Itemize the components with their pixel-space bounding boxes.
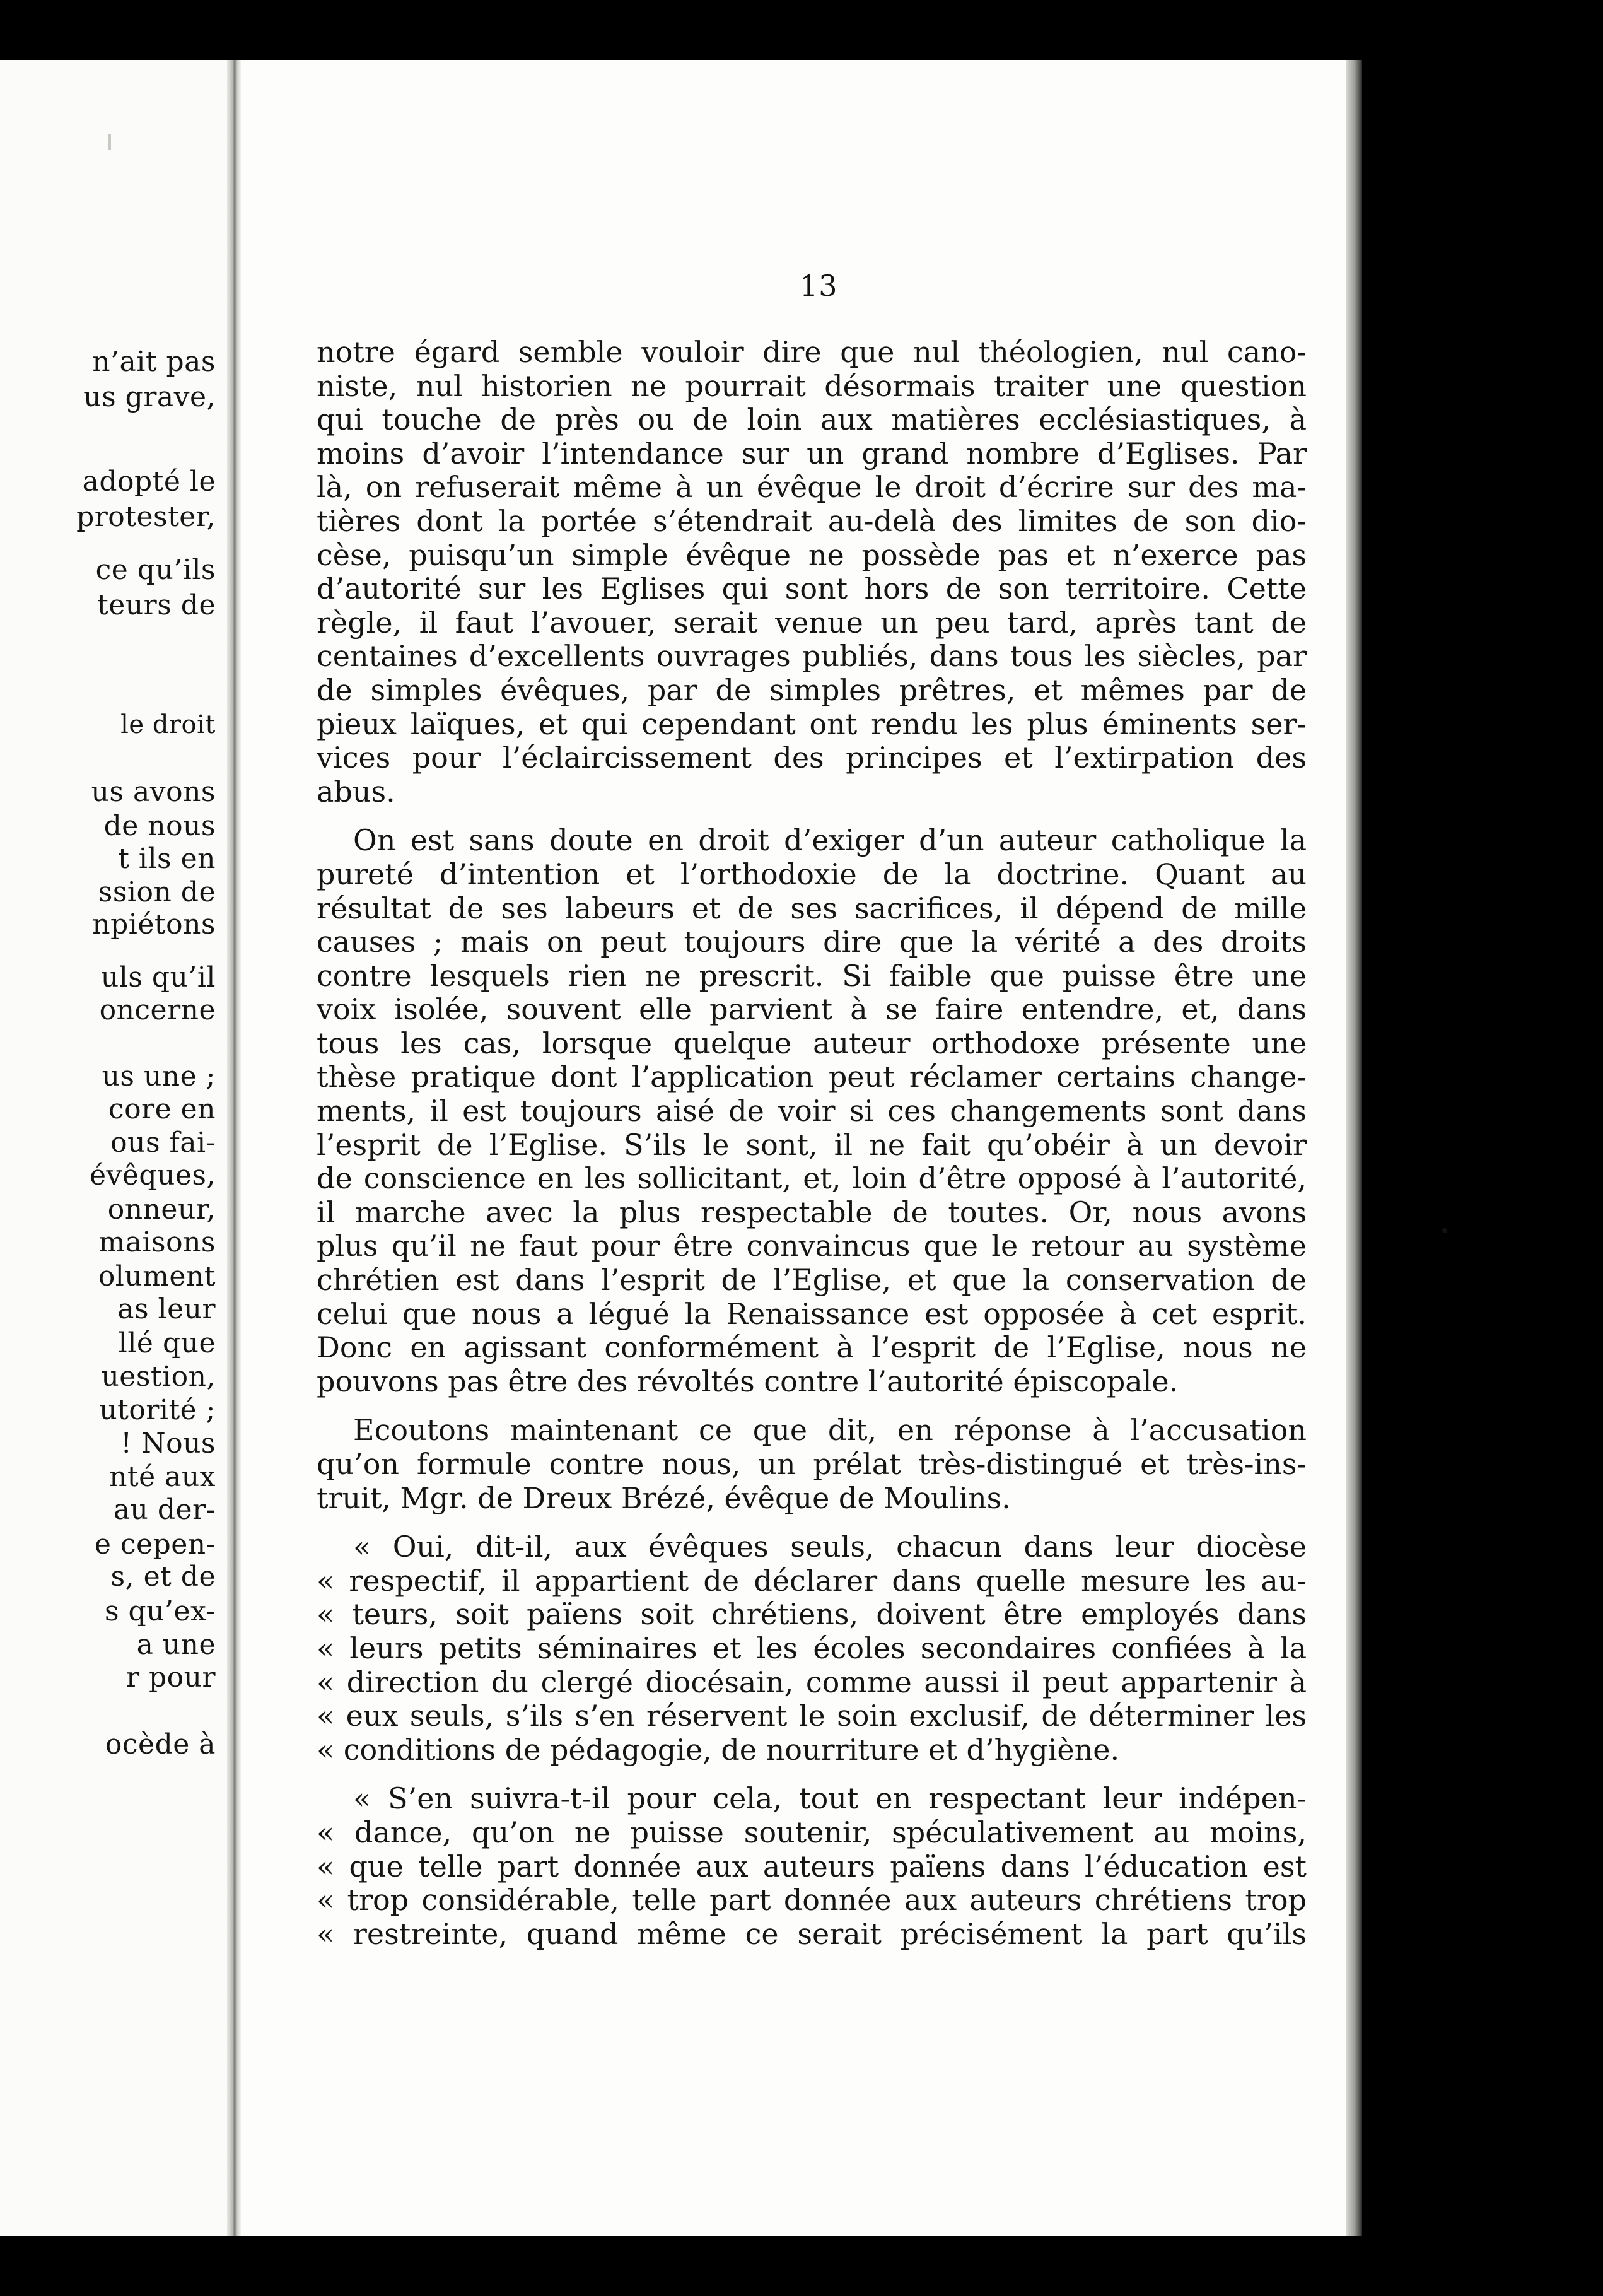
left-page-line: ssion de	[98, 876, 216, 908]
left-page-line: us une ;	[102, 1060, 216, 1092]
text-line: vices pour l’éclaircissement des principes et l’extirpation des	[317, 741, 1307, 775]
paragraph	[317, 1414, 1307, 1515]
left-page-line: us grave,	[83, 381, 216, 413]
text-line: « dance, qu’on ne puisse soutenir, spéculativement au moins,	[317, 1815, 1307, 1849]
left-page-line: adopté le	[82, 466, 216, 498]
text-line: « conditions de pédagogie, de nourriture et d’hygiène.	[317, 1732, 1120, 1767]
left-page-line: a une	[136, 1629, 216, 1661]
text-line: l’esprit de l’Eglise. S’ils le sont, il ne fait qu’obéir à un devoir	[317, 1127, 1307, 1162]
text-line: tières dont la portée s’étendrait au-delà des limites de son dio-	[317, 503, 1307, 538]
left-page-line: protester,	[76, 501, 216, 533]
text-line: abus.	[317, 774, 395, 809]
text-line: « direction du clergé diocésain, comme aussi il peut appartenir à	[317, 1665, 1307, 1699]
text-line: plus qu’il ne faut pour être convaincus que le retour au système	[317, 1229, 1307, 1263]
paragraph	[317, 336, 1307, 809]
text-line: « trop considérable, telle part donnée aux auteurs chrétiens trop	[317, 1883, 1307, 1918]
left-page-line: onneur,	[107, 1193, 216, 1226]
left-page-line: core en	[108, 1093, 216, 1125]
page-edge-shadow	[1346, 60, 1362, 2236]
left-page-line: maisons	[98, 1226, 216, 1258]
left-page-line: oncerne	[99, 994, 216, 1026]
text-line: Ecoutons maintenant ce que dit, en réponse à l’accusation	[353, 1413, 1307, 1448]
text-line: règle, il faut l’avouer, serait venue un peu tard, après tant de	[317, 605, 1307, 640]
left-page-line: us avons	[91, 776, 216, 808]
text-line: moins d’avoir l’intendance sur un grand nombre d’Eglises. Par	[317, 436, 1307, 471]
text-line: Donc en agissant conformément à l’esprit de l’Eglise, nous ne	[317, 1330, 1307, 1365]
text-line: pouvons pas être des révoltés contre l’autorité épiscopale.	[317, 1364, 1179, 1398]
text-line: notre égard semble vouloir dire que nul théologien, nul cano-	[317, 335, 1307, 369]
page-text	[317, 336, 1307, 1951]
left-page-line: ous fai-	[110, 1127, 216, 1159]
left-page-line: ocède à	[105, 1728, 216, 1760]
scan-speck	[1442, 1228, 1447, 1233]
left-page-line: utorité ;	[99, 1394, 216, 1426]
left-page-line: ce qu’ils	[95, 554, 216, 586]
text-line: « teurs, soit païens soit chrétiens, doivent être employés dans	[317, 1597, 1307, 1632]
text-line: « leurs petits séminaires et les écoles secondaires confiées à la	[317, 1631, 1307, 1665]
left-page-line: le droit	[120, 710, 216, 739]
left-page-line: évêques,	[89, 1159, 216, 1192]
left-page-line: as leur	[117, 1293, 216, 1325]
text-line: voix isolée, souvent elle parvient à se faire entendre, et, dans	[317, 992, 1307, 1027]
text-line: truit, Mgr. de Dreux Brézé, évêque de Moulins.	[317, 1480, 1011, 1515]
text-line: « respectif, il appartient de déclarer dans quelle mesure les au-	[317, 1563, 1307, 1598]
page-number: 13	[800, 269, 838, 303]
left-page-line: uestion,	[101, 1361, 216, 1393]
text-line: « Oui, dit-il, aux évêques seuls, chacun dans leur diocèse	[353, 1530, 1307, 1564]
text-line: d’autorité sur les Eglises qui sont hors de son territoire. Cette	[317, 571, 1307, 606]
left-page-line: e cepen-	[94, 1528, 216, 1561]
left-page-line: de nous	[103, 810, 216, 842]
left-page-line: au der-	[113, 1494, 216, 1526]
left-page-line: uls qu’il	[100, 961, 216, 993]
margin-mark	[108, 134, 111, 150]
text-line: pieux laïques, et qui cependant ont rendu les plus éminents ser-	[317, 706, 1307, 741]
book-gutter	[227, 60, 241, 2236]
text-line: qui touche de près ou de loin aux matières ecclésiastiques, à	[317, 402, 1307, 437]
left-page-line: n’ait pas	[92, 346, 216, 378]
left-page-line: t ils en	[118, 843, 216, 875]
text-line: thèse pratique dont l’application peut réclamer certains change-	[317, 1060, 1307, 1094]
paragraph	[317, 824, 1307, 1398]
text-line: « S’en suivra-t-il pour cela, tout en respectant leur indépen-	[353, 1781, 1307, 1816]
text-line: « restreinte, quand même ce serait précisément la part qu’ils	[317, 1916, 1307, 1951]
text-line: résultat de ses labeurs et de ses sacrifices, il dépend de mille	[317, 891, 1307, 925]
text-line: cèse, puisqu’un simple évêque ne possède pas et n’exerce pas	[317, 537, 1307, 572]
text-line: « eux seuls, s’ils s’en réservent le soin exclusif, de déterminer les	[317, 1699, 1307, 1733]
left-page-line: llé que	[118, 1327, 216, 1359]
left-page-line: s, et de	[110, 1561, 216, 1593]
text-line: là, on refuserait même à un évêque le droit d’écrire sur des ma-	[317, 470, 1307, 505]
text-line: de conscience en les sollicitant, et, loin d’être opposé à l’autorité,	[317, 1161, 1307, 1196]
left-page-line: nté aux	[109, 1461, 216, 1493]
text-line: niste, nul historien ne pourrait désormais traiter une question	[317, 368, 1307, 403]
left-page-line: teurs de	[97, 589, 216, 621]
text-line: il marche avec la plus respectable de toutes. Or, nous avons	[317, 1195, 1307, 1229]
text-line: « que telle part donnée aux auteurs païens dans l’éducation est	[317, 1849, 1307, 1883]
left-page-line: npiétons	[92, 908, 216, 940]
text-line: celui que nous a légué la Renaissance est opposée à cet esprit.	[317, 1296, 1307, 1331]
text-line: de simples évêques, par de simples prêtres, et mêmes par de	[317, 672, 1307, 707]
left-page-line: r pour	[125, 1661, 216, 1694]
left-page-line: olument	[98, 1260, 216, 1292]
text-line: tous les cas, lorsque quelque auteur orthodoxe présente une	[317, 1026, 1307, 1060]
paragraph	[317, 1782, 1307, 1951]
text-line: ments, il est toujours aisé de voir si ces changements sont dans	[317, 1094, 1307, 1128]
text-line: contre lesquels rien ne prescrit. Si faible que puisse être une	[317, 958, 1307, 993]
left-page-fragment	[0, 60, 235, 2236]
text-line: causes ; mais on peut toujours dire que la vérité a des droits	[317, 925, 1307, 959]
left-page-line: ! Nous	[120, 1427, 216, 1460]
left-page-line: s qu’ex-	[104, 1595, 216, 1627]
text-line: pureté d’intention et l’orthodoxie de la doctrine. Quant au	[317, 857, 1307, 891]
text-line: On est sans doute en droit d’exiger d’un auteur catholique la	[353, 823, 1307, 858]
text-line: qu’on formule contre nous, un prélat très-distingué et très-ins-	[317, 1447, 1307, 1481]
text-line: chrétien est dans l’esprit de l’Eglise, et que la conservation de	[317, 1263, 1307, 1297]
paragraph	[317, 1530, 1307, 1767]
text-line: centaines d’excellents ouvrages publiés, dans tous les siècles, par	[317, 639, 1307, 674]
